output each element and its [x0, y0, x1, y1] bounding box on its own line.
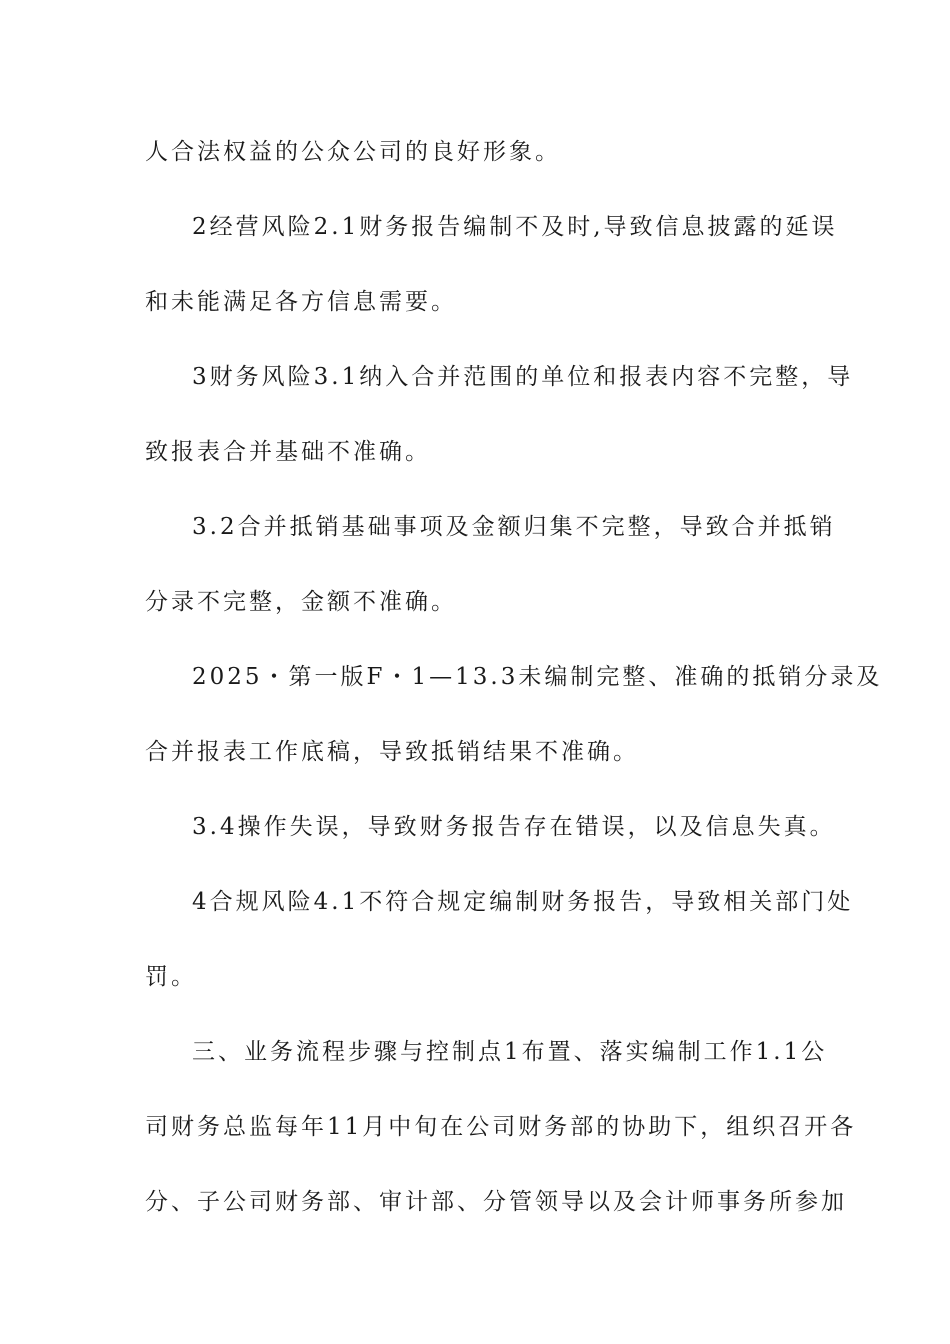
- text-line-4: 3财务风险3.1纳入合并范围的单位和报表内容不完整，导: [192, 364, 854, 390]
- text-line-12: 罚。: [145, 964, 197, 990]
- text-line-6: 3.2合并抵销基础事项及金额归集不完整，导致合并抵销: [192, 514, 836, 540]
- text-line-9: 合并报表工作底稿，导致抵销结果不准确。: [145, 739, 639, 765]
- text-line-14: 司财务总监每年11月中旬在公司财务部的协助下，组织召开各: [145, 1114, 857, 1140]
- text-line-13: 三、业务流程步骤与控制点1布置、落实编制工作1.1公: [192, 1039, 828, 1065]
- text-line-10: 3.4操作失误，导致财务报告存在错误，以及信息失真。: [192, 814, 836, 840]
- text-line-11: 4合规风险4.1不符合规定编制财务报告，导致相关部门处: [192, 889, 854, 915]
- text-line-1: 人合法权益的公众公司的良好形象。: [145, 139, 561, 165]
- text-line-5: 致报表合并基础不准确。: [145, 439, 431, 465]
- text-line-3: 和未能满足各方信息需要。: [145, 289, 457, 315]
- text-line-8: 2025・第一版F・1—13.3未编制完整、准确的抵销分录及: [192, 664, 883, 690]
- text-line-2: 2经营风险2.1财务报告编制不及时,导致信息披露的延误: [192, 214, 838, 240]
- text-line-15: 分、子公司财务部、审计部、分管领导以及会计师事务所参加: [145, 1189, 847, 1215]
- text-line-7: 分录不完整，金额不准确。: [145, 589, 457, 615]
